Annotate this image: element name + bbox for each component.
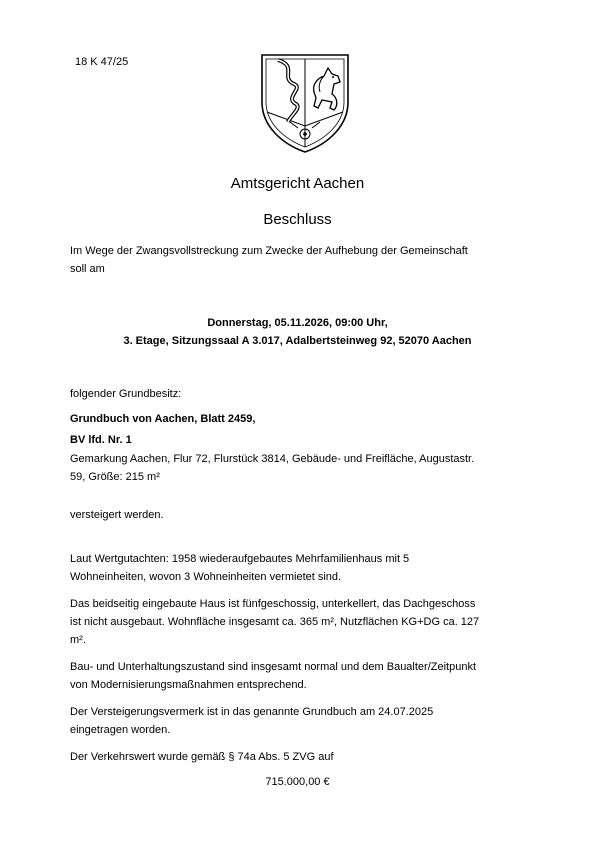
appraisal-line-1: Laut Wertgutachten: 1958 wiederaufgebautes Mehrfamilienhaus mit 5	[70, 553, 410, 565]
condition-line-2: von Modernisierungsmaßnahmen entsprechend.	[70, 679, 307, 691]
appointment-location: 3. Etage, Sitzungssaal A 3.017, Adalbertsteinweg 92, 52070 Aachen	[123, 335, 472, 347]
land-register-title: Grundbuch von Aachen, Blatt 2459,	[70, 413, 256, 425]
market-value-amount: 715.000,00 €	[265, 776, 330, 788]
condition-line-1: Bau- und Unterhaltungszustand sind insgesamt normal und dem Baualter/Zeitpunkt	[70, 661, 477, 673]
coat-of-arms-emblem	[258, 50, 352, 154]
building-line-3: m².	[70, 634, 86, 646]
document-type: Beschluss	[263, 211, 332, 228]
intro-line-1: Im Wege der Zwangsvollstreckung zum Zwecke der Aufhebung der Gemeinschaft	[70, 245, 468, 257]
case-number: 18 K 47/25	[75, 56, 129, 68]
land-register-description-1: Gemarkung Aachen, Flur 72, Flurstück 3814, Gebäude- und Freifläche, Augustastr.	[70, 453, 475, 465]
building-line-1: Das beidseitig eingebaute Haus ist fünfgeschossig, unterkellert, das Dachgeschoss	[70, 598, 476, 610]
registration-line-1: Der Versteigerungsvermerk ist in das genannte Grundbuch am 24.07.2025	[70, 706, 434, 718]
building-line-2: ist nicht ausgebaut. Wohnfläche insgesamt ca. 365 m², Nutzflächen KG+DG ca. 127	[70, 616, 480, 628]
appraisal-line-2: Wohneinheiten, wovon 3 Wohneinheiten vermietet sind.	[70, 571, 342, 583]
appointment-date: Donnerstag, 05.11.2026, 09:00 Uhr,	[207, 317, 388, 329]
market-value-intro: Der Verkehrswert wurde gemäß § 74a Abs. 5 ZVG auf	[70, 751, 334, 763]
property-label: folgender Grundbesitz:	[70, 388, 182, 400]
land-register-description-2: 59, Größe: 215 m²	[70, 471, 160, 483]
intro-line-2: soll am	[70, 263, 105, 275]
land-register-entry: BV lfd. Nr. 1	[70, 434, 132, 446]
registration-line-2: eingetragen worden.	[70, 724, 171, 736]
court-name: Amtsgericht Aachen	[230, 175, 365, 192]
auction-statement: versteigert werden.	[70, 509, 164, 521]
